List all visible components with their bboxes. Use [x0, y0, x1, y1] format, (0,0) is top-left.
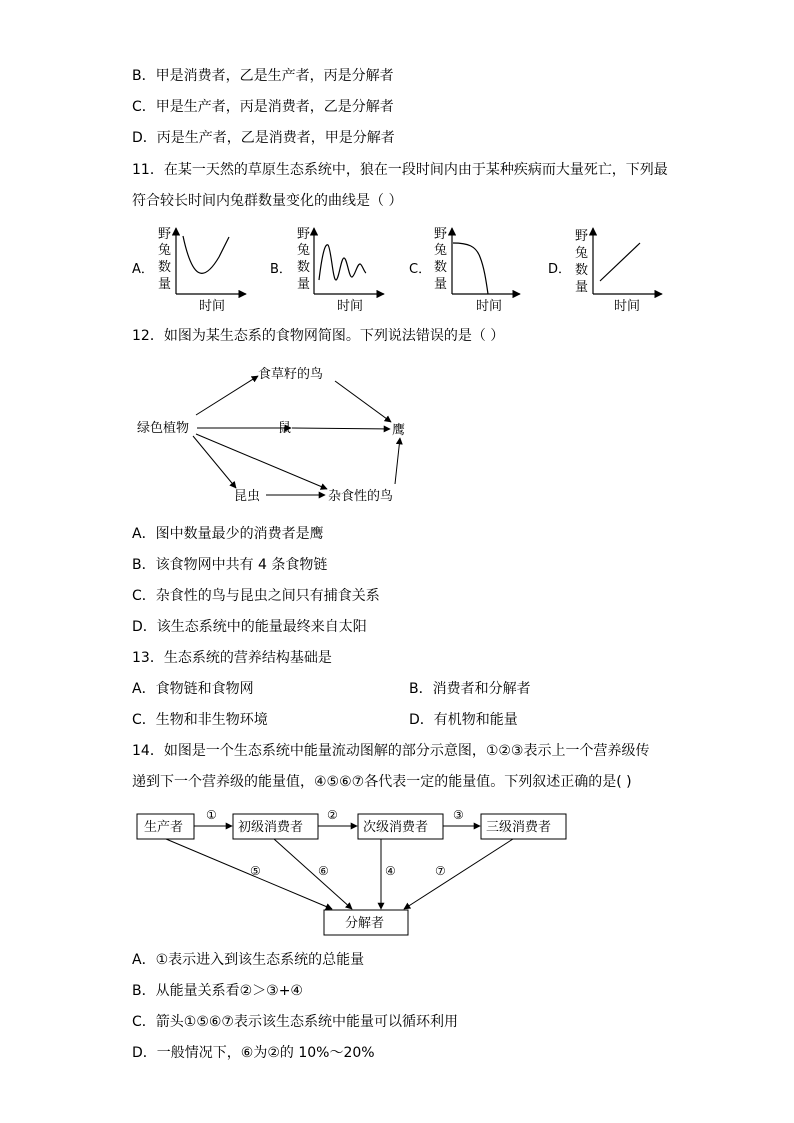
- graph-a-ylabel-2: 兔: [158, 243, 172, 258]
- graph-c-ylabel-1: 野: [434, 227, 448, 242]
- arrow-2-label: ②: [327, 808, 338, 822]
- box-secondary-label: 次级消费者: [363, 820, 429, 835]
- arrow-6: [274, 839, 352, 909]
- q12-food-web: [0, 350, 794, 510]
- q10-option-d: D．丙是生产者，乙是消费者，甲是分解者: [132, 130, 395, 146]
- q10-option-c: C．甲是生产者，丙是消费者，乙是分解者: [132, 99, 394, 115]
- graph-c-curve: [453, 243, 488, 294]
- graph-a-ylabel-3: 数: [158, 260, 172, 275]
- graph-b-ylabel-2: 兔: [297, 243, 311, 258]
- q13-option-a: A．食物链和食物网: [132, 681, 254, 697]
- graph-b-ylabel-1: 野: [297, 227, 311, 242]
- arrow-plant-omnibird: [196, 434, 327, 489]
- node-insect: 昆虫: [234, 489, 261, 504]
- arrow-1-label: ①: [206, 808, 217, 822]
- q14-stem-line1: 14．如图是一个生态系统中能量流动图解的部分示意图，①②③表示上一个营养级传: [132, 743, 650, 759]
- q11-graphs: [0, 0, 794, 320]
- arrow-4-label: ④: [385, 864, 396, 878]
- q12-option-d: D．该生态系统中的能量最终来自太阳: [132, 619, 367, 635]
- node-hawk: 鹰: [392, 423, 406, 438]
- box-decomposer-label: 分解者: [345, 916, 385, 931]
- q14-option-c: C．箭头①⑤⑥⑦表示该生态系统中能量可以循环利用: [132, 1014, 458, 1030]
- q12-option-c: C．杂食性的鸟与昆虫之间只有捕食关系: [132, 588, 380, 604]
- arrow-6-label: ⑥: [318, 864, 329, 878]
- q11-graph-d: [548, 228, 662, 314]
- arrow-mouse-hawk: [292, 428, 390, 429]
- arrow-plant-seedbird: [196, 376, 258, 415]
- q14-option-d: D．一般情况下，⑥为②的 10%～20%: [132, 1045, 375, 1061]
- node-omni-bird: 杂食性的鸟: [328, 489, 394, 504]
- arrow-omnibird-hawk: [395, 438, 400, 484]
- q13-stem: 13．生态系统的营养结构基础是: [132, 650, 332, 666]
- graph-b-ylabel-3: 数: [297, 260, 311, 275]
- q12-option-b: B．该食物网中共有 4 条食物链: [132, 557, 328, 573]
- q11-option-a-label: A．: [132, 262, 154, 277]
- arrow-7: [404, 839, 513, 909]
- graph-d-ylabel-2: 兔: [575, 246, 589, 261]
- q10-option-b: B．甲是消费者，乙是生产者，丙是分解者: [132, 68, 394, 84]
- q12-stem: 12．如图为某生态系的食物网简图。下列说法错误的是（ ）: [132, 328, 505, 344]
- q11-option-b-label: B．: [270, 262, 292, 277]
- graph-a-ylabel-4: 量: [158, 277, 172, 292]
- arrow-5-label: ⑤: [250, 864, 261, 878]
- q11-option-c-label: C．: [409, 262, 432, 277]
- graph-c-ylabel-4: 量: [434, 277, 448, 292]
- node-plant: 绿色植物: [137, 421, 190, 436]
- box-tertiary-label: 三级消费者: [486, 820, 552, 835]
- arrow-5: [166, 839, 332, 909]
- graph-d-xlabel: 时间: [614, 299, 641, 314]
- q14-option-b: B．从能量关系看②＞③+④: [132, 983, 303, 999]
- arrow-7-label: ⑦: [435, 864, 446, 878]
- node-mouse: 鼠: [278, 421, 292, 436]
- graph-c-ylabel-3: 数: [434, 260, 448, 275]
- graph-c-xlabel: 时间: [476, 299, 503, 314]
- graph-d-ylabel-4: 量: [575, 280, 589, 295]
- q11-graph-b: [270, 227, 384, 314]
- q11-stem-line1: 11．在某一天然的草原生态系统中，狼在一段时间内由于某种疾病而大量死亡，下列最: [132, 162, 668, 178]
- q11-graph-c: [409, 227, 520, 314]
- box-primary-label: 初级消费者: [238, 820, 304, 835]
- q14-option-a: A．①表示进入到该生态系统的总能量: [132, 952, 365, 968]
- q12-option-a: A．图中数量最少的消费者是鹰: [132, 526, 324, 542]
- graph-b-xlabel: 时间: [337, 299, 364, 314]
- box-producer-label: 生产者: [144, 820, 184, 835]
- arrow-seedbird-hawk: [335, 381, 391, 422]
- q13-option-c: C．生物和非生物环境: [132, 712, 268, 728]
- q14-energy-flow-diagram: [0, 800, 794, 942]
- graph-d-ylabel-1: 野: [575, 229, 589, 244]
- q11-option-d-label: D．: [548, 262, 572, 277]
- q13-option-d: D．有机物和能量: [409, 712, 518, 728]
- node-seed-bird: 食草籽的鸟: [258, 367, 324, 382]
- q11-graph-a: [132, 227, 246, 314]
- q13-option-b: B．消费者和分解者: [409, 681, 531, 697]
- graph-b-curve: [319, 245, 366, 280]
- graph-a-curve: [183, 236, 229, 273]
- graph-d-ylabel-3: 数: [575, 263, 589, 278]
- graph-c-ylabel-2: 兔: [434, 243, 448, 258]
- graph-a-xlabel: 时间: [199, 299, 226, 314]
- graph-b-ylabel-4: 量: [297, 277, 311, 292]
- q11-stem-line2: 符合较长时间内兔群数量变化的曲线是（ ）: [132, 193, 403, 209]
- arrow-plant-insect: [193, 436, 236, 488]
- graph-a-ylabel-1: 野: [158, 227, 172, 242]
- arrow-3-label: ③: [453, 808, 464, 822]
- q14-stem-line2: 递到下一个营养级的能量值，④⑤⑥⑦各代表一定的能量值。下列叙述正确的是( ): [132, 774, 632, 790]
- graph-d-curve: [600, 243, 640, 281]
